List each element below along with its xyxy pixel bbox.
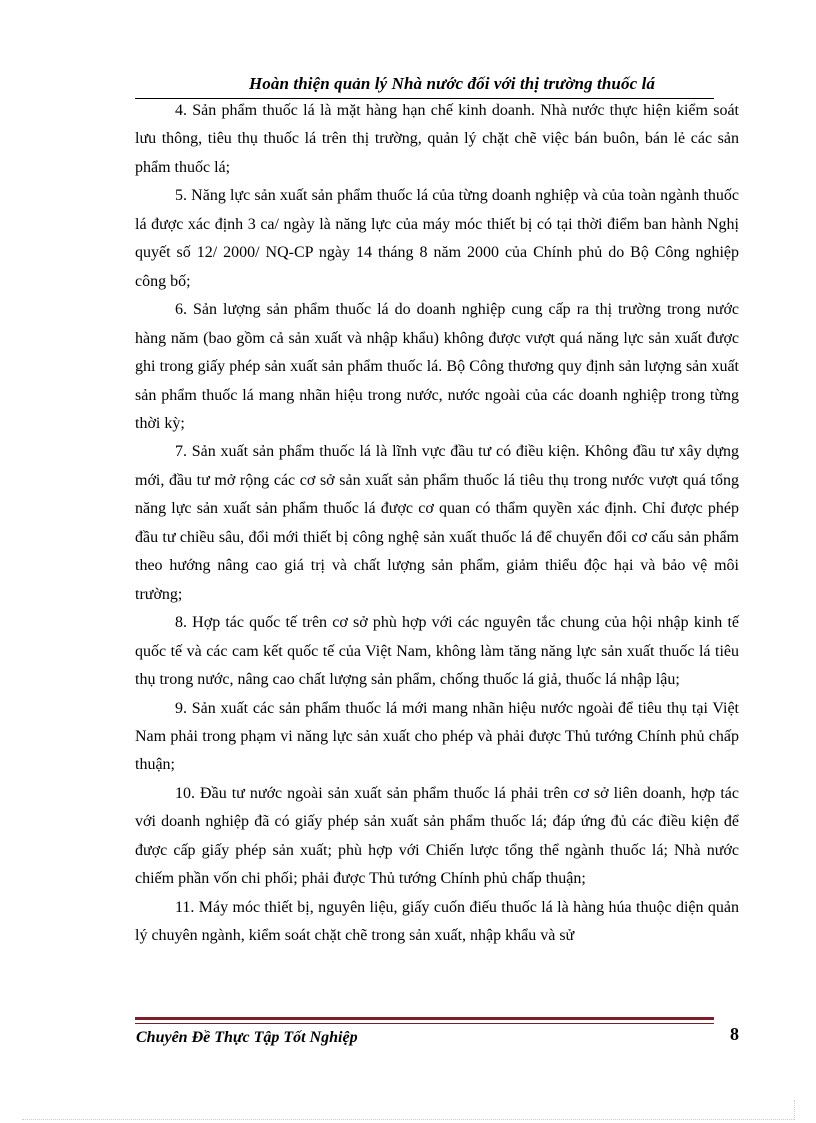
running-header-title: Hoàn thiện quản lý Nhà nước đối với thị trường thuốc lá xyxy=(248,74,655,93)
page-edge-corner xyxy=(794,1100,795,1120)
footer-label: Chuyên Đề Thực Tập Tốt Nghiệp xyxy=(136,1029,358,1046)
page-edge-bottom xyxy=(22,1119,794,1120)
paragraph-7: 7. Sản xuất sản phẩm thuốc lá là lĩnh vực đầu tư có điều kiện. Không đầu tư xây dựng mới, đầu tư mở rộng các cơ sở sản xuất sản phẩm thuốc lá tiêu thụ trong nước vượt quá tổng năng lực sản xuất sản phẩm thuốc lá được cơ quan có thẩm quyền xác định. Chỉ được phép đầu tư chiều sâu, đổi mới thiết bị công nghệ sản xuất thuốc lá để chuyển đổi cơ cấu sản phẩm theo hướng nâng cao giá trị và chất lượng sản phẩm, giảm thiểu độc hại và bảo vệ môi trường; xyxy=(135,443,739,603)
body-text xyxy=(135,97,739,951)
footer-double-rule xyxy=(135,1017,714,1026)
footer-rule-thick xyxy=(135,1017,714,1020)
paragraph-10: 10. Đầu tư nước ngoài sản xuất sản phẩm thuốc lá phải trên cơ sở liên doanh, hợp tác với doanh nghiệp đã có giấy phép sản xuất sản phẩm thuốc lá; đáp ứng đủ các điều kiện để được cấp giấy phép sản xuất; phù hợp với Chiến lược tổng thể ngành thuốc lá; Nhà nước chiếm phần vốn chi phối; phải được Thủ tướng Chính phủ chấp thuận; xyxy=(135,784,739,888)
paragraph-9: 9. Sản xuất các sản phẩm thuốc lá mới mang nhãn hiệu nước ngoài để tiêu thụ tại Việt Nam phải trong phạm vi năng lực sản xuất cho phép và phải được Thủ tướng Chính phủ chấp thuận; xyxy=(135,699,739,774)
paragraph-4: 4. Sản phẩm thuốc lá là mặt hàng hạn chế kinh doanh. Nhà nước thực hiện kiểm soát lưu thông, tiêu thụ thuốc lá trên thị trường, quản lý chặt chẽ việc bán buôn, bán lẻ các sản phẩm thuốc lá; xyxy=(135,102,739,176)
paragraph-6: 6. Sản lượng sản phẩm thuốc lá do doanh nghiệp cung cấp ra thị trường trong nước hàng năm (bao gồm cả sản xuất và nhập khẩu) không được vượt quá năng lực sản xuất được ghi trong giấy phép sản xuất sản phẩm thuốc lá. Bộ Công thương quy định sản lượng sản xuất sản phẩm thuốc lá mang nhãn hiệu trong nước, nước ngoài của các doanh nghiệp trong từng thời kỳ; xyxy=(135,301,739,432)
paragraph-8: 8. Hợp tác quốc tế trên cơ sở phù hợp với các nguyên tắc chung của hội nhập kinh tế quốc tế và các cam kết quốc tế của Việt Nam, không làm tăng năng lực sản xuất thuốc lá tiêu thụ trong nước, nâng cao chất lượng sản phẩm, chống thuốc lá giả, thuốc lá nhập lậu; xyxy=(135,614,739,689)
paragraph-11: 11. Máy móc thiết bị, nguyên liệu, giấy cuốn điếu thuốc lá là hàng húa thuộc diện quản lý chuyên ngành, kiểm soát chặt chẽ trong sản xuất, nhập khẩu và sử xyxy=(135,898,739,945)
paragraph-5: 5. Năng lực sản xuất sản phẩm thuốc lá của từng doanh nghiệp và của toàn ngành thuốc lá được xác định 3 ca/ ngày là năng lực của máy móc thiết bị có tại thời điểm ban hành Nghị quyết số 12/ 2000/ NQ-CP ngày 14 tháng 8 năm 2000 của Chính phủ do Bộ Công nghiệp công bố; xyxy=(135,187,739,290)
footer-rule-thin xyxy=(135,1023,714,1024)
page-number: 8 xyxy=(730,1024,739,1044)
